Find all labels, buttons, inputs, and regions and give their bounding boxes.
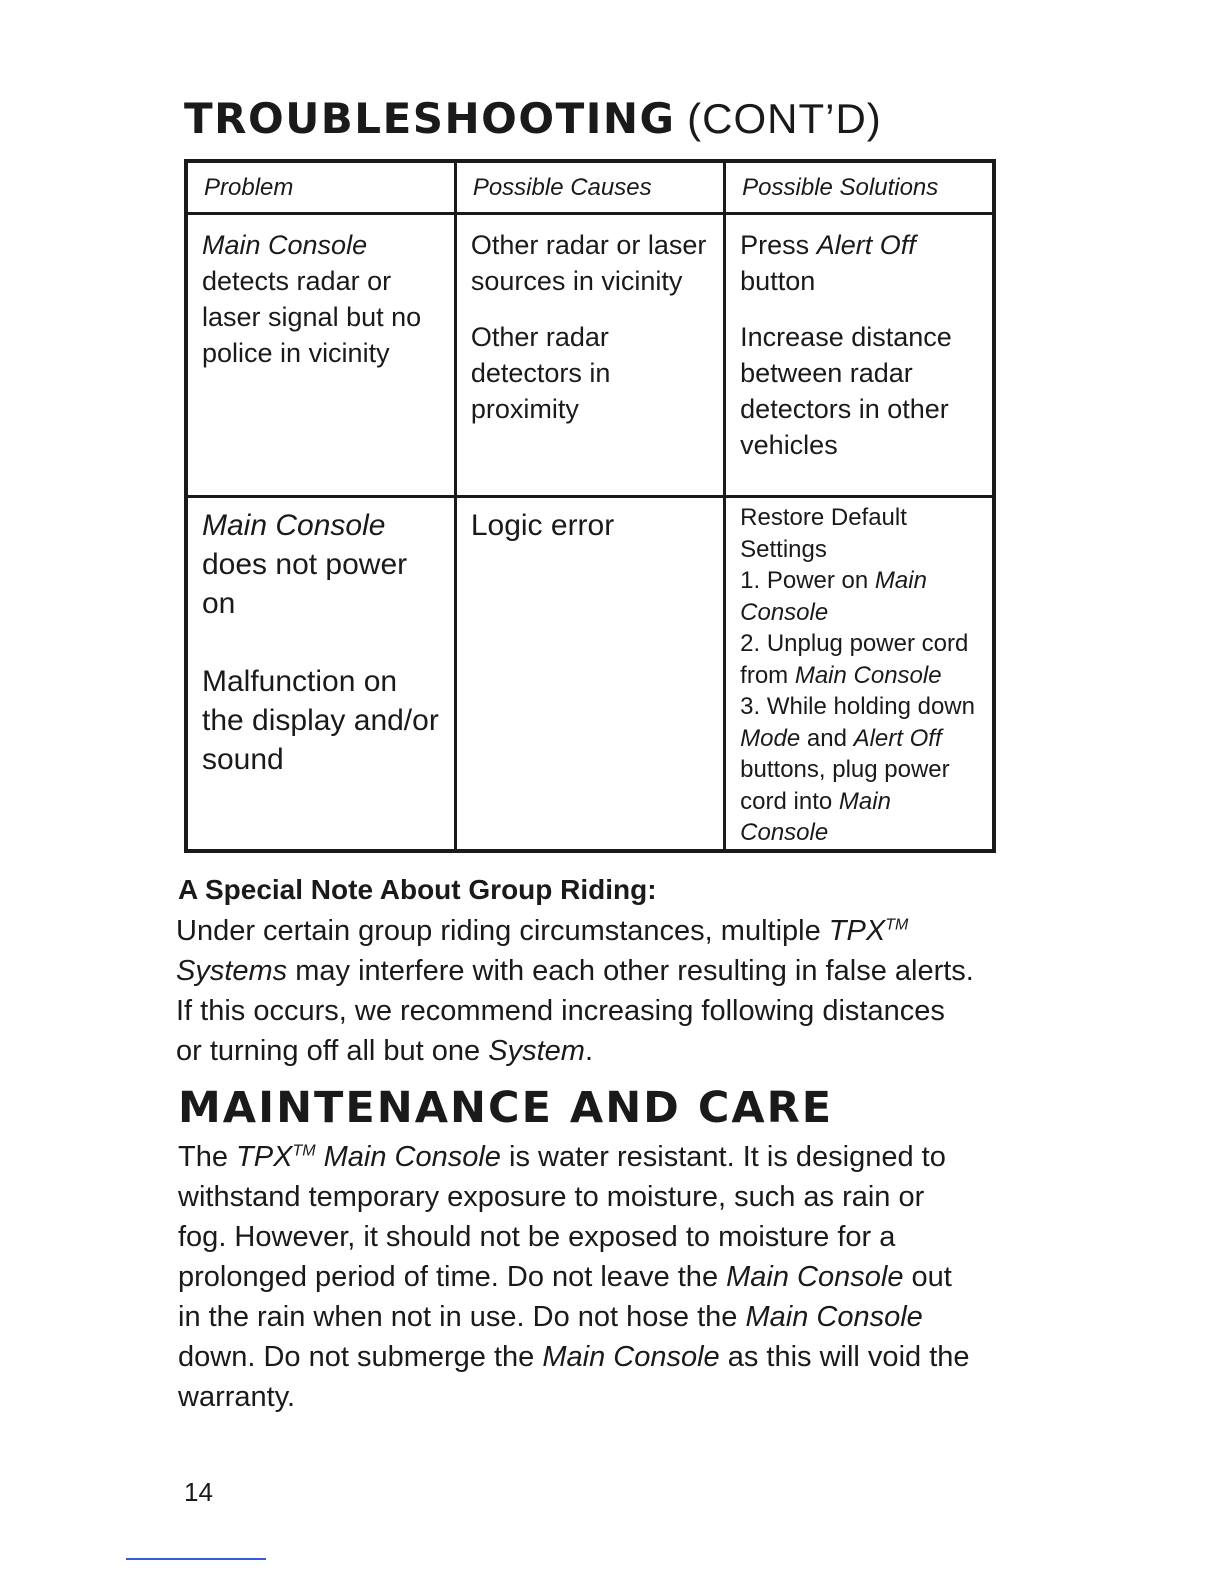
maint-text-1: is water resistant. It is designed to withstand temporary exposure to moisture, such as rain or fog. However, it should not be exposed to moisture for a prolonged period of time. Do not leave the: [178, 1141, 946, 1293]
tpx-text: TPX: [828, 915, 886, 947]
problem-console: Main Console: [202, 509, 386, 542]
header-problem: Problem: [186, 161, 455, 214]
maint-the: The: [178, 1141, 228, 1173]
step-3-text: 3. While holding down: [740, 693, 975, 720]
group-riding-heading: A Special Note About Group Riding:: [178, 874, 657, 905]
maint-text-4: as this will void the warranty.: [178, 1341, 970, 1413]
tpx-brand: [829, 915, 909, 947]
console-ref: Main Console: [726, 1261, 904, 1293]
note-text-2: may interfere with each other resulting in false alerts. If this occurs, we recommend increasing following distances or turning off all but one: [176, 955, 974, 1067]
step-2: [740, 628, 984, 691]
step-3: [740, 691, 984, 849]
step-1-text: 1. Power on: [740, 567, 869, 594]
header-causes: Possible Causes: [455, 161, 724, 214]
table-row: [186, 497, 994, 851]
solutions-cell: [725, 497, 994, 851]
note-end: .: [584, 1035, 593, 1067]
step-1: [740, 565, 984, 628]
group-riding-paragraph: [176, 911, 976, 1071]
restore-title: Restore Default Settings: [740, 504, 907, 563]
solution-2: Increase distance between radar detectors in other vehicles: [740, 322, 952, 460]
maintenance-heading: MAINTENANCE AND CARE: [178, 1083, 834, 1133]
alert-off-ref: Alert Off: [816, 230, 916, 260]
page-number: 14: [184, 1477, 213, 1507]
cause-1: Other radar or laser sources in vicinity: [470, 230, 707, 296]
maint-text-3: down. Do not submerge the: [178, 1341, 535, 1373]
console-ref: Main Console: [745, 1301, 923, 1333]
step-3-and: and: [806, 724, 847, 752]
troubleshooting-table: [184, 159, 996, 853]
systems-ref: Systems: [176, 955, 288, 987]
title-bold: TROUBLESHOOTING: [184, 94, 676, 143]
trademark-mark: TM: [885, 916, 909, 934]
system-ref: System: [488, 1035, 585, 1067]
solutions-cell: [725, 214, 994, 497]
problem-2: Malfunction on the display and/or sound: [202, 665, 439, 776]
step-3-console: Main Console: [740, 787, 891, 846]
problem-text: detects radar or laser signal but no police in vicinity: [202, 266, 422, 368]
page-title: [184, 93, 882, 145]
step-1-console: Main Console: [740, 567, 927, 626]
problem-1: [202, 506, 446, 623]
solution-1-post: button: [740, 266, 816, 296]
tpx-brand: [236, 1141, 316, 1173]
table-header-row: [186, 161, 994, 214]
step-2-console: Main Console: [794, 661, 942, 689]
solution-1-pre: Press: [740, 230, 810, 260]
step-3-post: buttons, plug power cord into: [740, 756, 950, 815]
note-text-1: Under certain group riding circumstances, multiple: [176, 915, 821, 947]
problem-text: does not power on: [202, 548, 408, 620]
footer-divider: [126, 1558, 266, 1560]
maint-text-2: out in the rain when not in use. Do not hose the: [178, 1261, 952, 1333]
mode-ref: Mode: [740, 724, 801, 752]
table-row: [186, 214, 994, 497]
header-solutions: Possible Solutions: [725, 161, 994, 214]
console-ref: Main Console: [323, 1141, 501, 1173]
step-2-text: 2. Unplug power cord from: [740, 630, 969, 689]
solution-1: [740, 227, 982, 299]
cause-2: Other radar detectors in proximity: [470, 322, 611, 424]
title-contd: (CONT’D): [687, 95, 882, 142]
causes-cell: Logic error: [455, 497, 724, 851]
trademark-mark: TM: [292, 1142, 316, 1160]
console-ref: Main Console: [542, 1341, 720, 1373]
tpx-text: TPX: [236, 1141, 293, 1173]
maintenance-paragraph: [178, 1137, 978, 1417]
problem-cell: [186, 214, 455, 497]
problem-cell: [186, 497, 455, 851]
alert-off-ref: Alert Off: [853, 724, 942, 752]
causes-cell: [455, 214, 724, 497]
problem-console: Main Console: [202, 230, 368, 260]
